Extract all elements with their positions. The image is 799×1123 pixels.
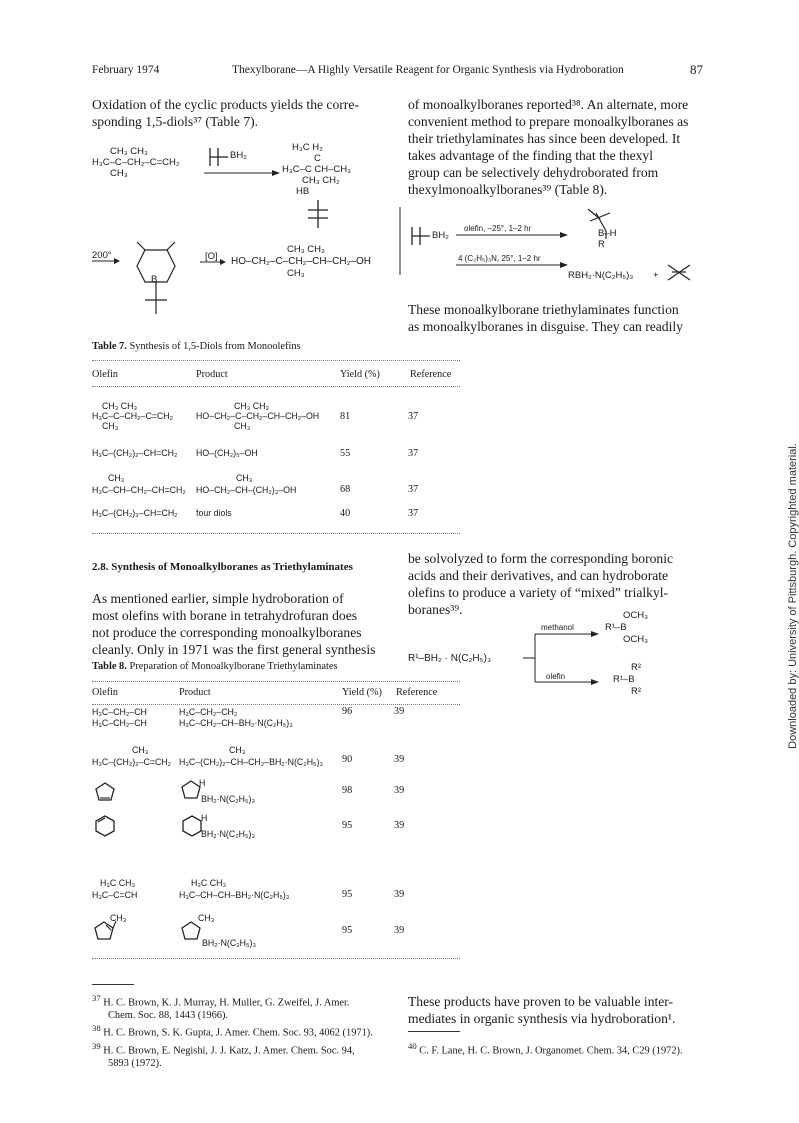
table-cell-ref: 37 (408, 508, 419, 519)
scheme2-reagent: BH₂ (432, 230, 449, 241)
intro-paragraph (92, 96, 359, 130)
formula-line: H₃C–(CH₂)₂–C=CH₂ (92, 757, 172, 767)
table-cell-olefin (92, 472, 186, 496)
cyclohexene-icon (94, 814, 116, 838)
table-cell-product (179, 707, 293, 729)
text-line: group can be selectively dehydroborated from (408, 165, 659, 180)
arrow-icon (200, 257, 228, 267)
formula-line: H₃C–C–CH₂–C=CH₂ (92, 411, 174, 421)
footnote-text: H. C. Brown, E. Negishi, J. J. Katz, J. Amer. Chem. Soc. 94, (103, 1045, 355, 1057)
table8-caption (92, 661, 338, 672)
scheme1-product (231, 244, 371, 280)
thexyl-group-icon (300, 198, 340, 232)
scheme3-condition-top: methanol (541, 623, 574, 632)
caption-text: Preparation of Monoalkylborane Triethylaminates (129, 661, 338, 672)
section-title: Synthesis of Monoalkylboranes as Triethylaminates (111, 561, 353, 573)
table-cell-ref: 39 (394, 706, 405, 717)
footnote-text: C. F. Lane, H. C. Brown, J. Organomet. Chem. 34, C29 (1972). (419, 1045, 683, 1057)
formula-line: H₃C–(CH₂)₂–CH–CH₂–BH₂·N(C₂H₅)₃ (179, 757, 324, 767)
footnote-text: 5893 (1972). (108, 1058, 162, 1070)
table-cell-olefin: CH₃ (110, 913, 127, 923)
table-cell-yield: 40 (340, 508, 351, 519)
text-line: These monoalkylborane triethylaminates function (408, 302, 679, 317)
scheme2-graphics (400, 205, 710, 285)
text-line: not produce the corresponding monoalkylboranes (92, 625, 362, 640)
download-notice: Downloaded by: University of Pittsburgh. Copyrighted material. (787, 443, 799, 749)
scheme1-reagent: BH₂ (230, 150, 247, 161)
table-cell-yield: 95 (342, 820, 353, 831)
formula-line: H₃C H₂ (292, 142, 323, 153)
formula-line: CH₃ (229, 745, 246, 755)
arrow-icon (92, 256, 122, 266)
formula-line: OCH₃ (623, 634, 648, 645)
footnotes (92, 992, 392, 1070)
table8-rule-header (92, 704, 460, 705)
table-cell-ref: 39 (394, 889, 405, 900)
formula-line: HO–CH₂–CH–(CH₂)₃–OH (196, 485, 297, 495)
footnote-number: 40 (408, 1041, 417, 1051)
boracycle-structure (125, 238, 195, 318)
scheme2-product1 (598, 228, 616, 250)
formula-line: BH₂·N(C₂H₅)₃ (201, 794, 256, 804)
text-line: Oxidation of the cyclic products yields the corre- (92, 97, 359, 112)
ring-boron: B (151, 274, 158, 285)
plus-sign: + (653, 270, 659, 281)
formula-line: H₃C–CH₂–CH (92, 718, 147, 728)
footnote-39 (92, 1040, 392, 1070)
table-cell-olefin: H₃C–(CH₂)₂–CH=CH₂ (92, 448, 178, 458)
text-line: mediates in organic synthesis via hydroboration¹. (408, 1011, 676, 1026)
formula-line: CH₃ CH₃ (234, 401, 270, 411)
formula-line: CH₃ CH₂ (302, 175, 340, 186)
table8-header-yield: Yield (%) (342, 687, 382, 698)
table-cell-ref: 39 (394, 754, 405, 765)
table-cell-yield: 96 (342, 706, 353, 717)
table7-rule-top (92, 360, 460, 361)
table-cell-olefin (92, 744, 171, 768)
table-cell-olefin (92, 877, 137, 901)
table7-header-yield: Yield (%) (340, 369, 380, 380)
text-line: most olefins with borane in tetrahydrofuran does (92, 608, 358, 623)
formula-line: CH₃ CH₃ (110, 146, 148, 157)
caption-text: Synthesis of 1,5-Diols from Monoolefins (129, 341, 301, 352)
table-cell-yield: 90 (342, 754, 353, 765)
table-cell-olefin: H₃C–(CH₂)₃–CH=CH₂ (92, 508, 178, 518)
text-line: thexylmonoalkylboranes³⁹ (Table 8). (408, 182, 608, 197)
caption-label: Table 8. (92, 661, 127, 672)
footnote-rule (92, 984, 134, 985)
formula-line: H₃C–CH–CH–BH₂·N(C₂H₅)₃ (179, 890, 290, 900)
section-paragraph (92, 590, 375, 658)
table7-header-olefin: Olefin (92, 369, 119, 380)
table-cell-yield: 81 (340, 411, 351, 422)
formula-line: H₃C–CH–CH₂–CH=CH₂ (92, 485, 186, 495)
table-cell-product: HO–(CH₂)₅–OH (196, 448, 258, 458)
scheme3-branch-arrows (505, 624, 605, 694)
table-cell-product (179, 877, 289, 901)
table7-rule-header (92, 386, 460, 387)
formula-line: H₃C–C–CH₂–C=CH₂ (92, 157, 180, 168)
table-cell-yield: 98 (342, 785, 353, 796)
table-cell-ref: 39 (394, 785, 405, 796)
formula-line: CH₃ CH₃ (287, 244, 325, 255)
formula-line: CH₃ (102, 421, 119, 431)
formula-line: R² (631, 686, 642, 697)
footnote-number: 38 (92, 1023, 101, 1034)
table7-header-product: Product (196, 369, 228, 380)
caption-label: Table 7. (92, 341, 127, 352)
table8-rule-bottom (92, 958, 460, 959)
table-cell-product: four diols (196, 508, 232, 518)
formula-line: H (199, 778, 206, 788)
table7-caption (92, 341, 301, 352)
scheme2-product2: RBH₂·N(C₂H₅)₃ (568, 270, 634, 281)
table-cell-ref: 39 (394, 820, 405, 831)
scheme3-condition-bottom: olefin (546, 672, 566, 681)
methylcyclopentene-icon (92, 918, 118, 944)
footnote-number: 37 (92, 993, 101, 1003)
table8-rule-top (92, 681, 460, 682)
formula-line: R¹–B (613, 674, 635, 685)
formula-line: CH₃ (234, 421, 251, 431)
footnote-text: Chem. Soc. 88, 1443 (1966). (108, 1010, 229, 1022)
formula-line: H₃C CH₃ (191, 878, 227, 888)
table-cell-ref: 39 (394, 925, 405, 936)
footnote-text: H. C. Brown, S. K. Gupta, J. Amer. Chem. Soc. 93, 4062 (1971). (103, 1027, 373, 1039)
table-cell-product (201, 812, 255, 840)
formula-line: B–H (598, 228, 617, 239)
formula-line: H₃C–C=CH (92, 890, 138, 900)
formula-line: HO–CH₂–C–CH₂–CH–CH₂–OH (196, 411, 320, 421)
table-cell-product-methyl: CH₃ (198, 913, 215, 923)
formula-line: R¹–B (605, 622, 627, 633)
text-line: be solvolyzed to form the corresponding boronic (408, 551, 674, 566)
table-cell-olefin (92, 707, 147, 729)
table8-header-product: Product (179, 687, 211, 698)
formula-line: H₃C CH₃ (100, 878, 136, 888)
table7-header-reference: Reference (410, 369, 452, 380)
table-cell-olefin (92, 401, 173, 431)
text-line: These products have proven to be valuable inter- (408, 994, 674, 1009)
col2-paragraph-2 (408, 301, 683, 335)
text-line: boranes³⁹. (408, 602, 463, 617)
header-title: Thexylborane—A Highly Versatile Reagent for Organic Synthesis via Hydroboration (232, 64, 624, 76)
formula-line: HB (296, 186, 310, 197)
table-cell-yield: 68 (340, 484, 351, 495)
table-cell-yield: 55 (340, 448, 351, 459)
formula-line: H₃C–C CH–CH₃ (282, 164, 351, 175)
section-number: 2.8. (92, 561, 109, 573)
table-cell-product: BH₂·N(C₂H₅)₃ (202, 938, 257, 948)
table-cell-ref: 37 (408, 448, 419, 459)
footnote-text: H. C. Brown, K. J. Murray, H. Muller, G. Zweifel, J. Amer. (103, 997, 350, 1009)
formula-line: CH₃ (108, 473, 125, 483)
footnote-40 (408, 1040, 683, 1057)
table-cell-product (179, 744, 323, 768)
table7-rule-bottom (92, 533, 460, 534)
text-line: As mentioned earlier, simple hydroboration of (92, 591, 344, 606)
text-line: of monoalkylboranes reported³⁸. An alternate, more (408, 97, 689, 112)
formula-line: R (598, 239, 605, 250)
formula-line: BH₂·N(C₂H₅)₃ (201, 829, 256, 839)
text-line: takes advantage of the finding that the thexyl (408, 148, 653, 163)
table-cell-ref: 37 (408, 411, 419, 422)
formula-line: CH₃ (287, 268, 305, 279)
col2-paragraph-end (408, 993, 675, 1027)
formula-line: R² (631, 662, 642, 673)
scheme1-olefin (92, 146, 180, 179)
cyclopentene-icon (94, 781, 116, 803)
footnote-38 (92, 1022, 392, 1039)
scheme1-temp: 200° (92, 250, 112, 261)
formula-line: CH₃ CH₃ (102, 401, 138, 411)
scheme1-intermediate (282, 142, 351, 197)
text-line: convenient method to prepare monoalkylboranes as (408, 114, 689, 129)
table8-header-olefin: Olefin (92, 687, 119, 698)
formula-line: H₃C–CH₂–CH–BH₂·N(C₂H₅)₃ (179, 718, 293, 728)
section-heading (92, 561, 353, 573)
scheme3-product-bottom (613, 662, 641, 698)
footnote-rule-2 (408, 1031, 460, 1032)
scheme1-reagent-arrow (200, 140, 290, 190)
scheme2-condition-1: olefin, –25°, 1–2 hr (464, 224, 532, 233)
scheme1-oxidant: [O] (205, 251, 218, 262)
formula-line: H (201, 813, 208, 823)
text-line: olefins to produce a variety of “mixed” trialkyl- (408, 585, 669, 600)
formula-line: OCH₃ (623, 610, 648, 621)
formula-line: H₃C–CH₂–CH (92, 707, 147, 717)
text-line: acids and their derivatives, and can hydroborate (408, 568, 669, 583)
footnote-number: 39 (92, 1040, 101, 1051)
table-cell-product (199, 777, 255, 805)
col2-paragraph (408, 96, 688, 198)
formula-line: C (314, 153, 321, 164)
formula-line: CH₃ (132, 745, 149, 755)
formula-line: H₃C–CH₂–CH₂ (179, 707, 238, 717)
scheme2-condition-2: 4 (C₂H₅)₃N, 25°, 1–2 hr (458, 254, 541, 263)
text-line: cleanly. Only in 1971 was the first general synthesis (92, 642, 376, 657)
table8-header-reference: Reference (396, 687, 438, 698)
text-line: their triethylaminates has since been developed. It (408, 131, 681, 146)
table-cell-product (196, 401, 319, 431)
header-date: February 1974 (92, 64, 160, 76)
text-line: as monoalkylboranes in disguise. They can readily (408, 319, 683, 334)
formula-line: CH₃ (110, 168, 128, 179)
table-cell-yield: 95 (342, 925, 353, 936)
footnote-37 (92, 992, 392, 1022)
table-cell-product (196, 472, 296, 496)
page-number: 87 (690, 62, 703, 77)
table-cell-yield: 95 (342, 889, 353, 900)
text-line: sponding 1,5-diols³⁷ (Table 7). (92, 114, 259, 129)
scheme3-product-top (605, 610, 648, 646)
scheme3-start: R¹–BH₂ · N(C₂H₅)₃ (408, 653, 492, 664)
formula-line: CH₃ (236, 473, 253, 483)
col2-paragraph-3 (408, 550, 673, 618)
formula-line: HO–CH₂–C–CH₂–CH–CH₂–OH (231, 256, 372, 267)
table-cell-ref: 37 (408, 484, 419, 495)
